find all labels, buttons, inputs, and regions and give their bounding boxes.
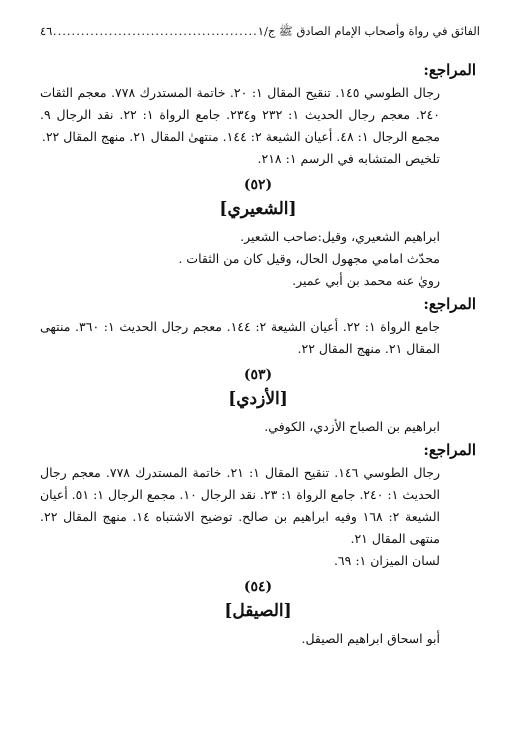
page-body bbox=[40, 58, 476, 650]
book-title: الفائق في رواة وأصحاب الإمام الصادق ﷺ ج/١ bbox=[257, 24, 480, 38]
entry-name: [الصيقل] bbox=[224, 601, 292, 621]
entry-name: [الشعيري] bbox=[219, 199, 297, 219]
entry-text: ابراهيم الشعيري، وقيل:صاحب الشعير. bbox=[240, 229, 440, 244]
references-text: رجال الطوسي ١٤٥. تنقيح المقال ١: ٢٠. خاتمة المستدرك ٧٧٨. معجم الثقات ٢٤٠. معجم رجال الحديث ١: ٢٣٢ و٢٣٤. جامع الرواة ١: ٢٢. نقد الرجال ٩. مجمع الرجال ١: ٤٨. أعيان الشيعة ٢: ١٤٤. منتهىٰ المقال ٢١. منهج المقال ٢٢. bbox=[40, 85, 440, 144]
references-heading: المراجع: bbox=[423, 61, 476, 79]
references-text: جامع الرواة ١: ٢٢. أعيان الشيعة ٢: ١٤٤. معجم رجال الحديث ١: ٣٦٠. منتهى المقال ٢١. منهج المقال ٢٢. bbox=[40, 319, 441, 356]
entry-number: (٥٤) bbox=[243, 579, 273, 595]
entry-text: رويٰ عنه محمد بن أبي عمير. bbox=[292, 273, 440, 288]
leader-dots bbox=[52, 22, 257, 40]
entry-number: (٥٢) bbox=[243, 177, 273, 193]
references-text: رجال الطوسي ١٤٦. تنقيح المقال ١: ٢١. خاتمة المستدرك ٧٧٨. معجم رجال الحديث ١: ٢٤٠. جامع الرواة ١: ٢٣. نقد الرجال ١٠. مجمع الرجال ١: ٥١. أعيان الشيعة ٢: ١٦٨ وفيه ابراهيم بن صالح. توضيح الاشتباه ١٤. منهج المقال ٢٢. منتهى المقال ٢١. bbox=[40, 465, 441, 546]
references-extra: تلخيص المتشابه في الرسم ١: ٢١٨. bbox=[257, 151, 440, 166]
references-heading: المراجع: bbox=[423, 295, 476, 313]
entry-text: ابراهيم بن الصباح الأزدي، الكوفي. bbox=[264, 419, 440, 434]
page-number: ٤٦ bbox=[40, 24, 53, 38]
entry-name: [الأزدي] bbox=[228, 389, 288, 409]
references-heading: المراجع: bbox=[423, 441, 476, 459]
entry-number: (٥٣) bbox=[243, 367, 273, 383]
entry-text: أبو اسحاق ابراهيم الصيقل. bbox=[301, 631, 440, 646]
references-extra: لسان الميزان ١: ٦٩. bbox=[333, 553, 440, 568]
entry-text: محدّث امامي مجهول الحال، وقيل كان من الثقات . bbox=[178, 251, 440, 266]
running-header bbox=[36, 22, 480, 40]
